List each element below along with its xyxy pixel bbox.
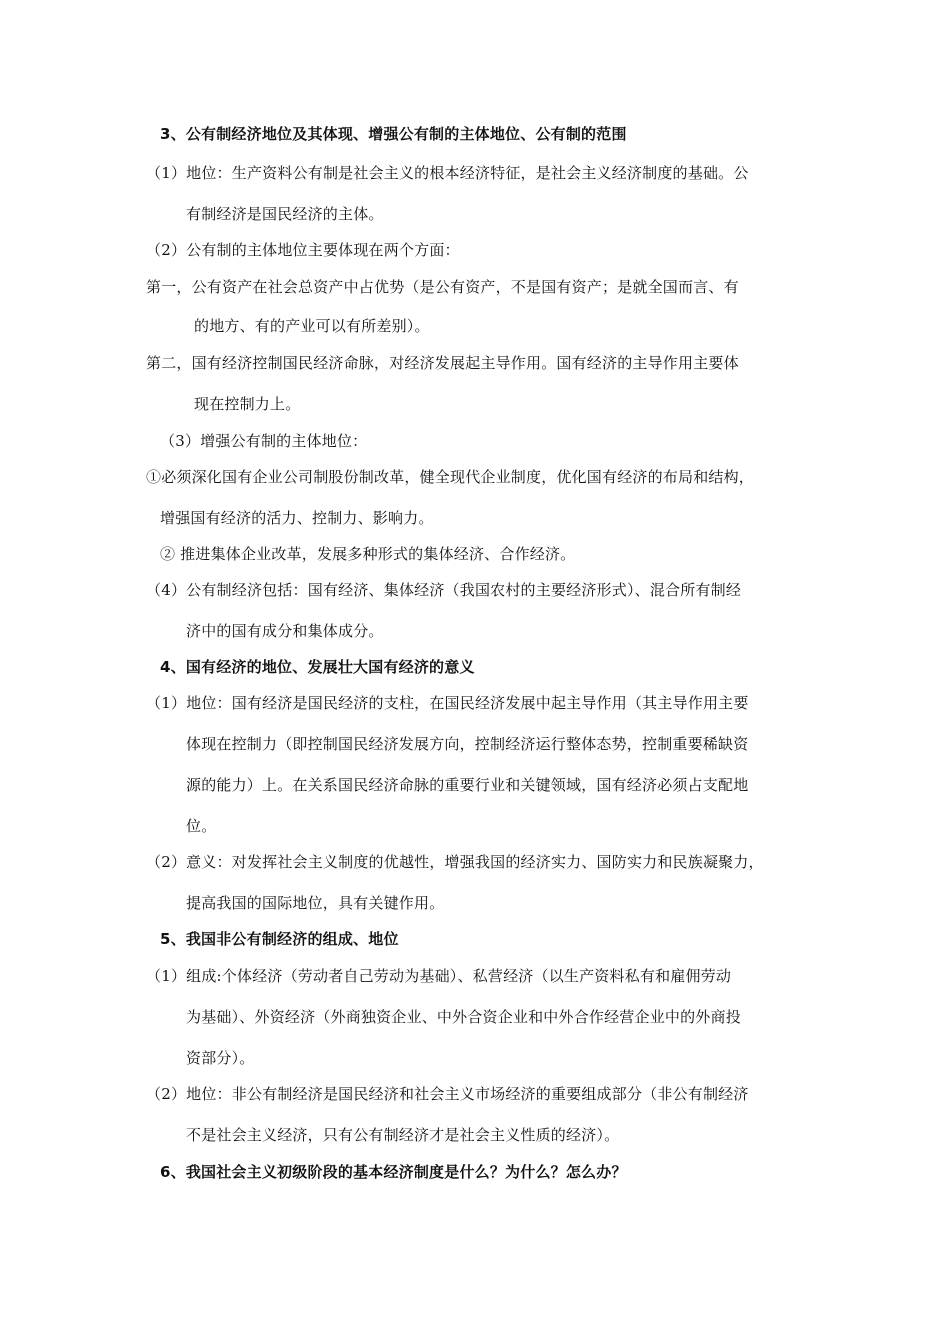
paragraph-line: （1）组成:个体经济（劳动者自己劳动为基础）、私营经济（以生产资料私有和雇佣劳动 [146, 967, 732, 985]
paragraph-line: 济中的国有成分和集体成分。 [186, 622, 384, 640]
paragraph-line: 体现在控制力（即控制国民经济发展方向，控制经济运行整体态势，控制重要稀缺资 [186, 735, 749, 753]
paragraph-line: （2）地位：非公有制经济是国民经济和社会主义市场经济的重要组成部分（非公有制经济 [146, 1085, 749, 1103]
paragraph-line: ② 推进集体企业改革，发展多种形式的集体经济、合作经济。 [160, 545, 576, 563]
paragraph-line: 的地方、有的产业可以有所差别）。 [194, 317, 430, 335]
paragraph-line: 位。 [186, 817, 217, 835]
paragraph-line: （1）地位：国有经济是国民经济的支柱，在国民经济发展中起主导作用（其主导作用主要 [146, 694, 749, 712]
section-heading: 3、公有制经济地位及其体现、增强公有制的主体地位、公有制的范围 [160, 125, 627, 143]
paragraph-line: 第一，公有资产在社会总资产中占优势（是公有资产，不是国有资产；是就全国而言、有 [146, 278, 739, 296]
paragraph-line: （2）公有制的主体地位主要体现在两个方面： [146, 241, 460, 259]
paragraph-line: 第二，国有经济控制国民经济命脉，对经济发展起主导作用。国有经济的主导作用主要体 [146, 354, 739, 372]
paragraph-line: （3）增强公有制的主体地位： [160, 432, 368, 450]
paragraph-line: 为基础）、外资经济（外商独资企业、中外合资企业和中外合作经营企业中的外商投 [186, 1008, 741, 1026]
section-heading: 5、我国非公有制经济的组成、地位 [160, 930, 399, 948]
paragraph-line: ①必须深化国有企业公司制股份制改革，健全现代企业制度，优化国有经济的布局和结构， [146, 468, 755, 486]
section-heading: 6、我国社会主义初级阶段的基本经济制度是什么？为什么？怎么办？ [160, 1163, 627, 1181]
paragraph-line: 增强国有经济的活力、控制力、影响力。 [160, 509, 434, 527]
paragraph-line: （4）公有制经济包括：国有经济、集体经济（我国农村的主要经济形式）、混合所有制经 [146, 581, 742, 599]
paragraph-line: 提高我国的国际地位，具有关键作用。 [186, 894, 445, 912]
paragraph-line: 现在控制力上。 [194, 395, 301, 413]
paragraph-line: （2）意义：对发挥社会主义制度的优越性，增强我国的经济实力、国防实力和民族凝聚力， [146, 853, 764, 871]
paragraph-line: （1）地位：生产资料公有制是社会主义的根本经济特征，是社会主义经济制度的基础。公 [146, 164, 749, 182]
paragraph-line: 源的能力）上。在关系国民经济命脉的重要行业和关键领域，国有经济必须占支配地 [186, 776, 749, 794]
paragraph-line: 资部分）。 [186, 1049, 255, 1067]
paragraph-line: 不是社会主义经济，只有公有制经济才是社会主义性质的经济）。 [186, 1126, 620, 1144]
paragraph-line: 有制经济是国民经济的主体。 [186, 205, 384, 223]
section-heading: 4、国有经济的地位、发展壮大国有经济的意义 [160, 658, 475, 676]
